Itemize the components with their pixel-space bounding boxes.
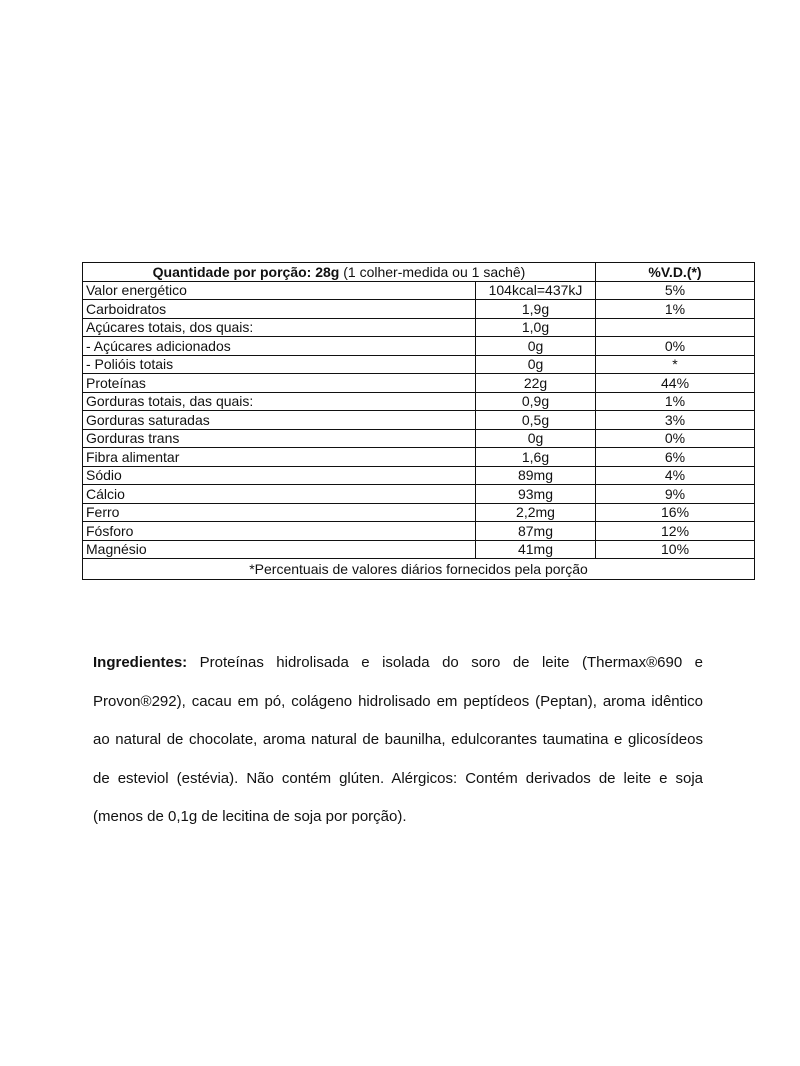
nutrient-amount: 93mg — [476, 485, 596, 504]
table-row — [83, 318, 755, 337]
ingredients-paragraph — [93, 644, 703, 837]
nutrient-daily-value: 0% — [596, 429, 755, 448]
footnote-row — [83, 559, 755, 580]
table-row — [83, 337, 755, 356]
nutrient-name: Magnésio — [83, 540, 476, 559]
serving-size-header — [83, 263, 596, 282]
nutrient-amount: 0,5g — [476, 411, 596, 430]
nutrient-daily-value: 6% — [596, 448, 755, 467]
table-footnote: *Percentuais de valores diários fornecidos pela porção — [83, 559, 755, 580]
nutrient-name: Cálcio — [83, 485, 476, 504]
table-row — [83, 466, 755, 485]
nutrient-amount: 0g — [476, 337, 596, 356]
nutrient-name: Carboidratos — [83, 300, 476, 319]
nutrient-name: - Açúcares adicionados — [83, 337, 476, 356]
nutrient-daily-value: * — [596, 355, 755, 374]
nutrient-daily-value: 1% — [596, 300, 755, 319]
table-header-row — [83, 263, 755, 282]
nutrient-amount: 1,0g — [476, 318, 596, 337]
nutrient-name: Fósforo — [83, 522, 476, 541]
nutrient-amount: 41mg — [476, 540, 596, 559]
nutrient-name: Gorduras saturadas — [83, 411, 476, 430]
nutrient-name: Gorduras totais, das quais: — [83, 392, 476, 411]
table-row — [83, 485, 755, 504]
nutrient-name: - Polióis totais — [83, 355, 476, 374]
nutrient-daily-value: 16% — [596, 503, 755, 522]
table-row — [83, 429, 755, 448]
table-row — [83, 411, 755, 430]
nutrient-daily-value: 44% — [596, 374, 755, 393]
table-row — [83, 281, 755, 300]
daily-value-label: %V.D.(*) — [648, 263, 702, 280]
nutrient-daily-value: 9% — [596, 485, 755, 504]
nutrient-amount: 89mg — [476, 466, 596, 485]
nutrient-amount: 2,2mg — [476, 503, 596, 522]
serving-size-label: Quantidade por porção: 28g — [152, 263, 340, 280]
table-row — [83, 448, 755, 467]
nutrient-daily-value: 10% — [596, 540, 755, 559]
nutrient-daily-value: 0% — [596, 337, 755, 356]
nutrition-table — [82, 262, 755, 580]
nutrient-amount: 0g — [476, 355, 596, 374]
nutrient-name: Sódio — [83, 466, 476, 485]
nutrient-name: Valor energético — [83, 281, 476, 300]
nutrient-amount: 1,9g — [476, 300, 596, 319]
table-row — [83, 392, 755, 411]
nutrient-amount: 0g — [476, 429, 596, 448]
nutrient-daily-value — [596, 318, 755, 337]
serving-size-note: (1 colher-medida ou 1 sachê) — [339, 263, 526, 280]
daily-value-header — [596, 263, 755, 282]
table-row — [83, 503, 755, 522]
table-row — [83, 355, 755, 374]
ingredients-label: Ingredientes: — [93, 654, 188, 671]
nutrient-amount: 87mg — [476, 522, 596, 541]
nutrition-rows — [83, 281, 755, 559]
nutrient-name: Açúcares totais, dos quais: — [83, 318, 476, 337]
nutrient-name: Gorduras trans — [83, 429, 476, 448]
nutrient-name: Ferro — [83, 503, 476, 522]
nutrient-name: Fibra alimentar — [83, 448, 476, 467]
nutrient-daily-value: 5% — [596, 281, 755, 300]
nutrient-amount: 22g — [476, 374, 596, 393]
nutrient-daily-value: 1% — [596, 392, 755, 411]
nutrient-amount: 104kcal=437kJ — [476, 281, 596, 300]
nutrient-name: Proteínas — [83, 374, 476, 393]
table-row — [83, 540, 755, 559]
nutrient-daily-value: 4% — [596, 466, 755, 485]
nutrient-amount: 1,6g — [476, 448, 596, 467]
nutrient-amount: 0,9g — [476, 392, 596, 411]
nutrient-daily-value: 12% — [596, 522, 755, 541]
table-row — [83, 374, 755, 393]
nutrient-daily-value: 3% — [596, 411, 755, 430]
ingredients-text: Proteínas hidrolisada e isolada do soro de leite (Thermax®690 e Provon®292), cacau em pó, colágeno hidrolisado em peptídeos (Peptan), aroma idêntico ao natural de chocolate, aroma natural de baunilha, edulcorantes taumatina e glicosídeos de esteviol (estévia). Não contém glúten. Alérgicos: Contém derivados de leite e soja (menos de 0,1g de lecitina de soja por porção). — [93, 654, 703, 825]
table-row — [83, 300, 755, 319]
table-row — [83, 522, 755, 541]
